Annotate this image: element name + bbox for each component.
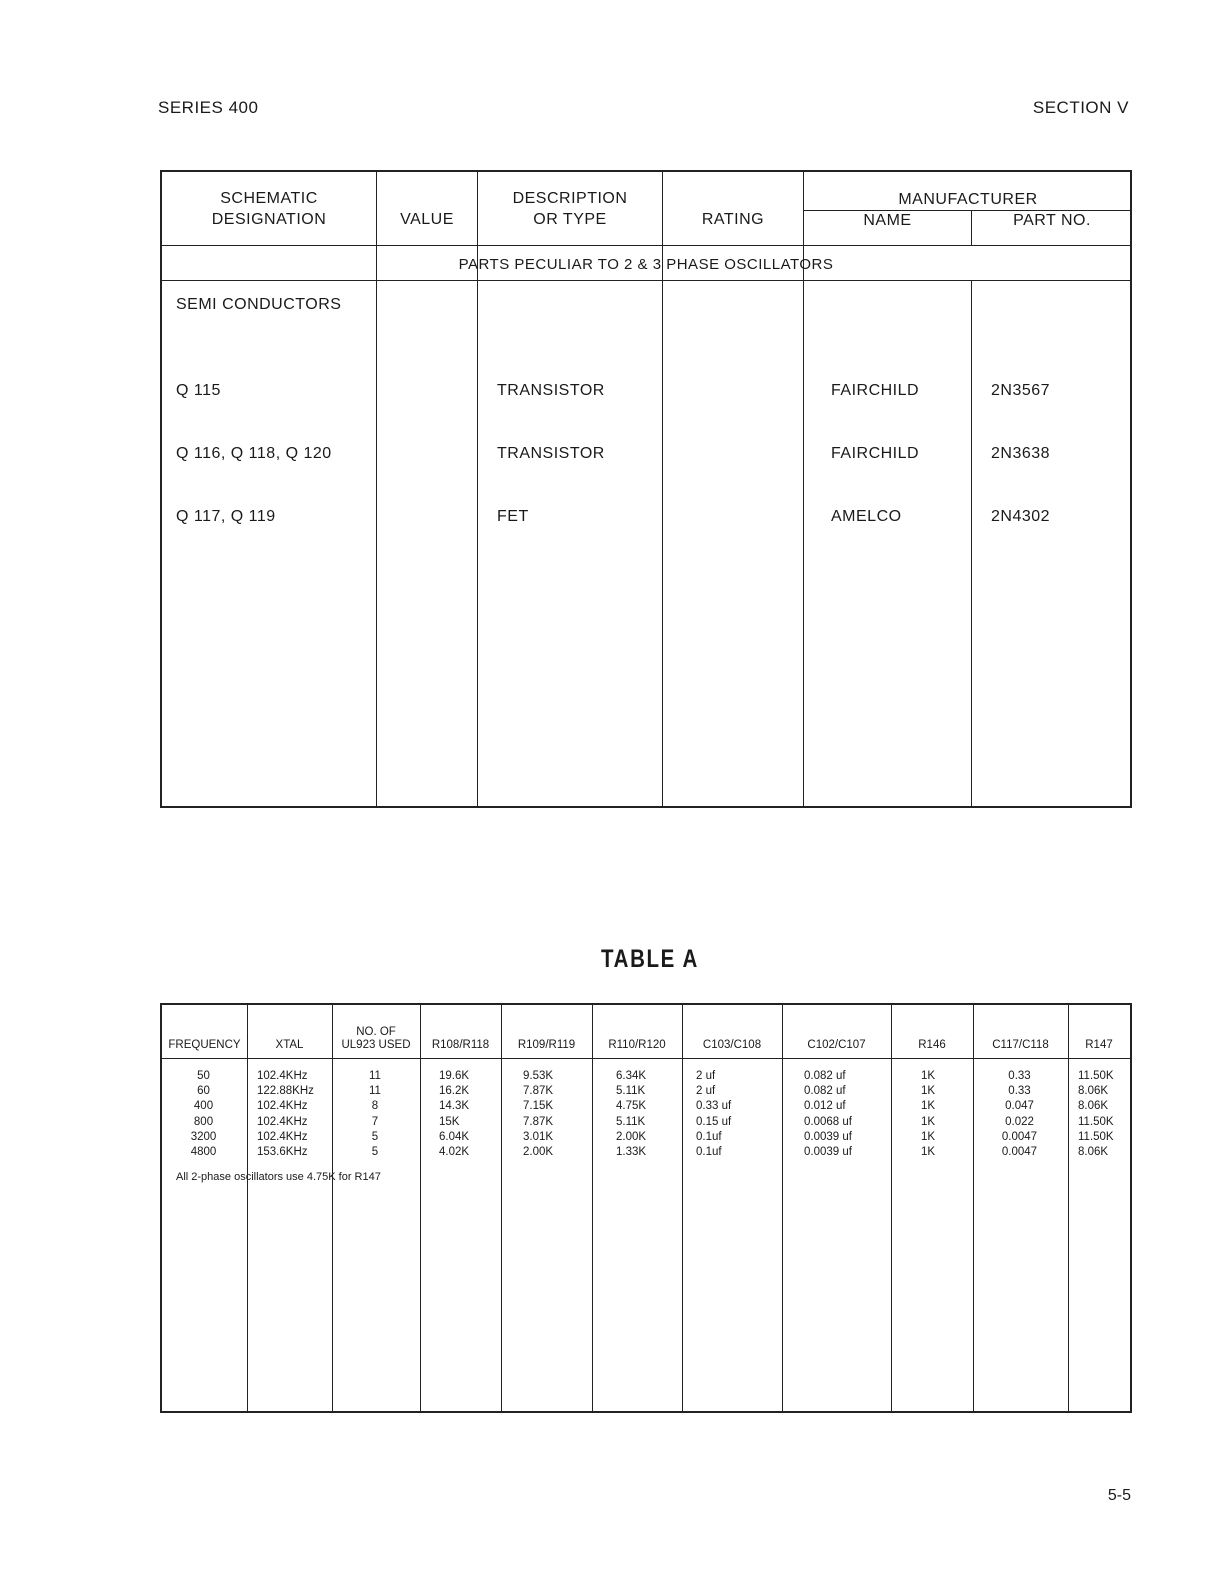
- description-cell: TRANSISTOR: [497, 382, 605, 399]
- header-ul923: NO. OF UL923 USED: [341, 1026, 411, 1051]
- cell-c117-c118: 0.0047: [1001, 1130, 1038, 1143]
- designation-cell: Q 116, Q 118, Q 120: [176, 445, 332, 462]
- cell-c103-c108: 0.15 uf: [696, 1115, 732, 1128]
- header-r110-r120: R110/R120: [608, 1039, 666, 1051]
- description-cell: FET: [497, 508, 529, 525]
- column-r109-r119: [523, 1069, 590, 1160]
- cell-frequency: 50: [197, 1070, 210, 1082]
- cell-r147: 8.06K: [1078, 1085, 1109, 1098]
- description-column: [497, 338, 605, 569]
- cell-r109-r119: 7.87K: [523, 1085, 554, 1098]
- column-divider: [891, 1005, 892, 1411]
- part-no-cell: 2N4302: [991, 508, 1051, 525]
- header-c102-c107: C102/C107: [807, 1039, 866, 1051]
- cell-ul923: 8: [371, 1100, 379, 1113]
- cell-xtal: 153.6KHz: [257, 1146, 308, 1159]
- header-designation: SCHEMATIC DESIGNATION: [211, 190, 327, 228]
- header-name: NAME: [863, 212, 912, 229]
- cell-c102-c107: 0.0039 uf: [804, 1146, 852, 1159]
- cell-r146: 1K: [921, 1130, 936, 1143]
- cell-c117-c118: 0.022: [1005, 1115, 1034, 1128]
- column-divider: [973, 1005, 974, 1411]
- header-r146: R146: [918, 1039, 946, 1051]
- cell-frequency: 60: [197, 1085, 210, 1098]
- description-cell: TRANSISTOR: [497, 445, 605, 462]
- cell-c103-c108: 2 uf: [696, 1085, 716, 1098]
- cell-ul923: 11: [369, 1070, 381, 1082]
- cell-r108-r118: 19.6K: [439, 1070, 470, 1082]
- cell-r147: 11.50K: [1078, 1130, 1114, 1143]
- cell-xtal: 102.4KHz: [257, 1100, 308, 1113]
- cell-frequency: 800: [193, 1115, 214, 1128]
- designation-cell: Q 117, Q 119: [176, 508, 276, 525]
- column-divider: [332, 1005, 333, 1411]
- header-divider: [162, 1058, 1130, 1059]
- cell-r146: 1K: [921, 1115, 936, 1128]
- cell-r110-r120: 4.75K: [616, 1100, 647, 1113]
- column-r108-r118: [439, 1069, 499, 1160]
- column-xtal: [257, 1069, 330, 1160]
- header-manufacturer: MANUFACTURER: [898, 191, 1038, 208]
- cell-r146: 1K: [921, 1085, 936, 1098]
- name-cell: FAIRCHILD: [831, 382, 920, 399]
- cell-c102-c107: 0.082 uf: [804, 1085, 846, 1098]
- cell-frequency: 400: [193, 1100, 214, 1113]
- cell-r147: 8.06K: [1078, 1100, 1109, 1113]
- cell-r110-r120: 2.00K: [616, 1130, 647, 1143]
- cell-c103-c108: 0.1uf: [696, 1146, 722, 1159]
- cell-r110-r120: 5.11K: [616, 1085, 646, 1098]
- cell-c102-c107: 0.012 uf: [804, 1100, 846, 1113]
- cell-xtal: 122.88KHz: [257, 1085, 314, 1098]
- designation-cell: Q 115: [176, 382, 221, 399]
- column-divider: [682, 1005, 683, 1411]
- cell-c117-c118: 0.0047: [1001, 1146, 1038, 1159]
- column-divider: [1068, 1005, 1069, 1411]
- cell-r146: 1K: [921, 1100, 936, 1113]
- cell-ul923: 11: [369, 1085, 381, 1098]
- table-a: [160, 1003, 1132, 1413]
- header-frequency: FREQUENCY: [168, 1039, 241, 1051]
- column-c102-c107: [804, 1069, 889, 1160]
- cell-ul923: 5: [371, 1146, 379, 1159]
- cell-r147: 11.50K: [1078, 1115, 1114, 1128]
- cell-r110-r120: 1.33K: [616, 1146, 647, 1159]
- cell-c103-c108: 0.1uf: [696, 1130, 722, 1143]
- page-number: 5-5: [1107, 1487, 1131, 1504]
- cell-r109-r119: 2.00K: [523, 1146, 554, 1159]
- column-c103-c108: [696, 1069, 780, 1160]
- cell-c102-c107: 0.0039 uf: [804, 1130, 852, 1143]
- section-label: SECTION V: [1032, 98, 1129, 117]
- cell-r109-r119: 7.87K: [523, 1115, 554, 1128]
- cell-r108-r118: 14.3K: [439, 1100, 470, 1113]
- column-ul923: [332, 1069, 418, 1160]
- name-cell: AMELCO: [831, 508, 902, 525]
- series-label: SERIES 400: [158, 98, 259, 117]
- cell-r147: 11.50K: [1078, 1070, 1114, 1082]
- column-frequency: [162, 1069, 245, 1160]
- cell-xtal: 102.4KHz: [257, 1130, 308, 1143]
- cell-c102-c107: 0.0068 uf: [804, 1115, 852, 1128]
- cell-xtal: 102.4KHz: [257, 1070, 308, 1082]
- cell-r108-r118: 4.02K: [439, 1146, 470, 1159]
- cell-frequency: 4800: [190, 1146, 217, 1159]
- name-cell: FAIRCHILD: [831, 445, 920, 462]
- column-divider: [592, 1005, 593, 1411]
- cell-c103-c108: 2 uf: [696, 1070, 716, 1082]
- cell-r108-r118: 6.04K: [439, 1130, 470, 1143]
- header-description: DESCRIPTION OR TYPE: [512, 190, 628, 228]
- cell-c117-c118: 0.047: [1005, 1100, 1034, 1113]
- table-a-note: All 2-phase oscillators use 4.75K for R147: [176, 1171, 381, 1183]
- cell-r109-r119: 7.15K: [523, 1100, 554, 1113]
- cell-r147: 8.06K: [1078, 1146, 1109, 1159]
- part-no-column: [991, 338, 1050, 569]
- column-r147: [1078, 1069, 1128, 1160]
- header-c103-c108: C103/C108: [702, 1039, 762, 1051]
- header-r147: R147: [1085, 1039, 1113, 1051]
- cell-ul923: 5: [371, 1130, 379, 1143]
- part-no-cell: 2N3567: [991, 382, 1051, 399]
- header-c117-c118: C117/C118: [992, 1039, 1049, 1051]
- section-title: PARTS PECULIAR TO 2 & 3 PHASE OSCILLATORS: [458, 256, 834, 273]
- cell-xtal: 102.4KHz: [257, 1115, 308, 1128]
- parts-table: [160, 170, 1132, 808]
- cell-r110-r120: 6.34K: [616, 1070, 647, 1082]
- cell-r146: 1K: [921, 1146, 936, 1159]
- column-divider: [782, 1005, 783, 1411]
- cell-ul923: 7: [371, 1115, 379, 1128]
- cell-r109-r119: 9.53K: [523, 1070, 554, 1082]
- column-divider: [420, 1005, 421, 1411]
- column-divider: [247, 1005, 248, 1411]
- header-rating: RATING: [701, 211, 765, 228]
- part-no-cell: 2N3638: [991, 445, 1051, 462]
- cell-r108-r118: 16.2K: [439, 1085, 470, 1098]
- group-label: SEMI CONDUCTORS: [176, 296, 342, 313]
- column-c117-c118: [973, 1069, 1066, 1160]
- header-xtal: XTAL: [275, 1039, 304, 1051]
- column-r110-r120: [616, 1069, 680, 1160]
- cell-r109-r119: 3.01K: [523, 1130, 554, 1143]
- table-a-title: TABLE A: [600, 945, 700, 973]
- header-r108-r118: R108/R118: [431, 1039, 490, 1051]
- cell-c103-c108: 0.33 uf: [696, 1100, 732, 1113]
- row-divider: [162, 280, 1130, 281]
- header-value: VALUE: [400, 211, 454, 228]
- cell-c117-c118: 0.33: [1008, 1085, 1031, 1098]
- manufacturer-name-column: [831, 338, 919, 569]
- cell-c102-c107: 0.082 uf: [804, 1070, 846, 1082]
- header-part-no: PART NO.: [1013, 212, 1091, 229]
- cell-r110-r120: 5.11K: [616, 1115, 646, 1128]
- column-divider: [971, 281, 972, 806]
- column-r146: [921, 1069, 971, 1160]
- cell-frequency: 3200: [190, 1130, 217, 1143]
- cell-r146: 1K: [921, 1070, 936, 1082]
- row-divider: [162, 245, 1130, 246]
- cell-c117-c118: 0.33: [1008, 1070, 1031, 1082]
- header-r109-r119: R109/R119: [517, 1039, 576, 1051]
- column-divider: [501, 1005, 502, 1411]
- cell-r108-r118: 15K: [439, 1115, 460, 1128]
- designation-column: [176, 338, 332, 569]
